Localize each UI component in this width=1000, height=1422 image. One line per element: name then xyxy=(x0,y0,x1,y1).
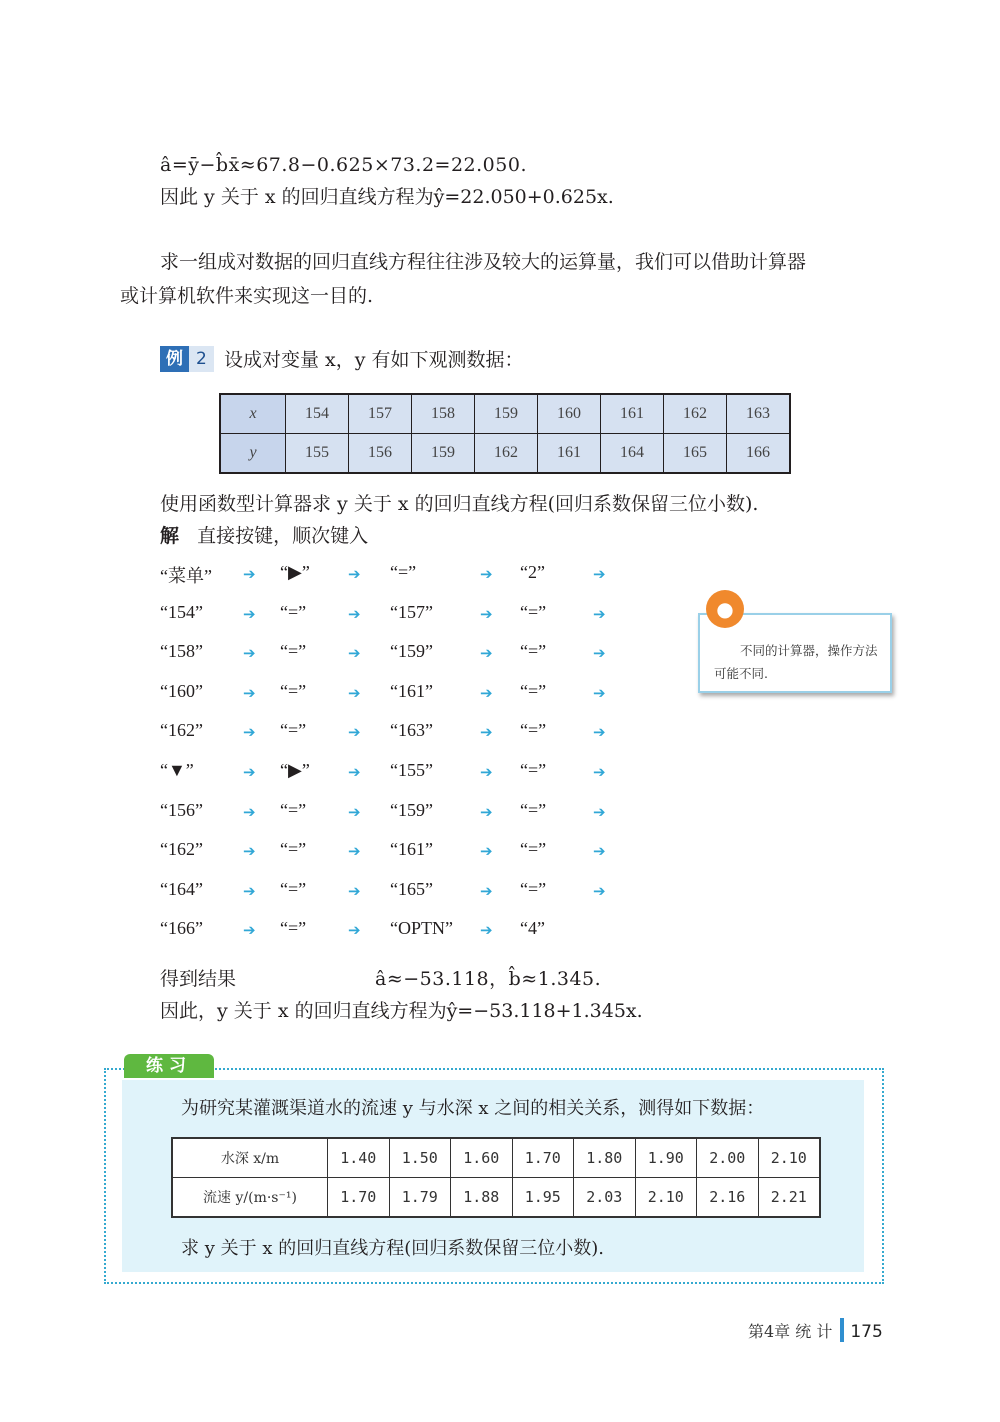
practice-data-table xyxy=(171,1137,821,1218)
arrow-right-icon: ➔ xyxy=(593,723,606,742)
practice-intro: 为研究某灌溉渠道水的流速 y 与水深 x 之间的相关关系，测得如下数据： xyxy=(181,1098,765,1119)
table-cell: 158 xyxy=(412,394,475,434)
table-cell: 157 xyxy=(349,394,412,434)
arrow-right-icon: ➔ xyxy=(480,604,493,623)
key-label: “160” xyxy=(160,680,203,701)
table-cell: 1.79 xyxy=(389,1178,451,1218)
arrow-right-icon: ➔ xyxy=(593,604,606,623)
key-label: “161” xyxy=(390,839,433,860)
key-label: “=” xyxy=(280,839,307,860)
key-label: “=” xyxy=(280,641,307,662)
key-label: “159” xyxy=(390,641,433,662)
arrow-right-icon: ➔ xyxy=(480,881,493,900)
arrow-right-icon: ➔ xyxy=(348,644,361,663)
key-label: “154” xyxy=(160,601,203,622)
table-cell: 155 xyxy=(286,434,349,474)
table-cell: 163 xyxy=(727,394,791,434)
depth-header: 水深 x/m xyxy=(172,1138,328,1178)
arrow-right-icon: ➔ xyxy=(243,842,256,861)
arrow-right-icon: ➔ xyxy=(593,842,606,861)
arrow-right-icon: ➔ xyxy=(593,683,606,702)
key-label: “=” xyxy=(280,720,307,741)
key-label: “159” xyxy=(390,799,433,820)
example-badge-number: 2 xyxy=(189,346,214,372)
key-label: “=” xyxy=(520,759,547,780)
table-row xyxy=(172,1178,820,1218)
key-label: “162” xyxy=(160,839,203,860)
key-label: “161” xyxy=(390,680,433,701)
table-cell: 161 xyxy=(601,394,664,434)
table-cell: 1.90 xyxy=(635,1138,697,1178)
table-cell: 1.50 xyxy=(389,1138,451,1178)
arrow-right-icon: ➔ xyxy=(593,762,606,781)
table-row xyxy=(172,1138,820,1178)
arrow-right-icon: ➔ xyxy=(480,842,493,861)
arrow-right-icon: ➔ xyxy=(243,802,256,821)
table-cell: 159 xyxy=(475,394,538,434)
key-label: “162” xyxy=(160,720,203,741)
key-label: “156” xyxy=(160,799,203,820)
arrow-right-icon: ➔ xyxy=(348,683,361,702)
footer-divider xyxy=(840,1318,844,1342)
formula-a-hat: â=ȳ−b̂x̄≈67.8−0.625×73.2=22.050. xyxy=(160,154,527,176)
table-cell: 2.16 xyxy=(697,1178,759,1218)
arrow-right-icon: ➔ xyxy=(348,723,361,742)
table-cell: 1.95 xyxy=(512,1178,574,1218)
key-label: “163” xyxy=(390,720,433,741)
table-cell: 162 xyxy=(664,394,727,434)
arrow-right-icon: ➔ xyxy=(480,565,493,583)
arrow-right-icon: ➔ xyxy=(243,644,256,663)
practice-tab: 练习 xyxy=(124,1054,214,1078)
arrow-right-icon: ➔ xyxy=(243,604,256,623)
key-label: “=” xyxy=(520,601,547,622)
table-row xyxy=(220,434,790,474)
table-cell: 154 xyxy=(286,394,349,434)
arrow-right-icon: ➔ xyxy=(480,683,493,702)
x-header: x xyxy=(220,394,286,434)
arrow-right-icon: ➔ xyxy=(243,683,256,702)
table-cell: 1.80 xyxy=(574,1138,636,1178)
key-label: “=” xyxy=(520,720,547,741)
example-data-table xyxy=(219,393,791,474)
key-label: “菜单” xyxy=(160,566,212,586)
table-cell: 2.10 xyxy=(758,1138,820,1178)
table-cell: 2.00 xyxy=(697,1138,759,1178)
table-cell: 1.70 xyxy=(512,1138,574,1178)
solution-label: 解 xyxy=(160,525,180,547)
chapter-label: 第4章 统 计 xyxy=(748,1322,833,1341)
key-label: “OPTN” xyxy=(390,918,453,939)
key-label: “158” xyxy=(160,641,203,662)
arrow-right-icon: ➔ xyxy=(348,842,361,861)
arrow-right-icon: ➔ xyxy=(243,723,256,742)
table-cell: 161 xyxy=(538,434,601,474)
arrow-right-icon: ➔ xyxy=(480,762,493,781)
page-number: 175 xyxy=(850,1322,883,1342)
example-badge-label: 例 xyxy=(160,346,189,372)
arrow-right-icon: ➔ xyxy=(348,881,361,900)
arrow-right-icon: ➔ xyxy=(593,644,606,663)
solution-intro: 直接按键，顺次键入 xyxy=(197,525,369,547)
key-label: “=” xyxy=(280,601,307,622)
table-cell: 165 xyxy=(664,434,727,474)
arrow-right-icon: ➔ xyxy=(243,762,256,781)
key-label: “=” xyxy=(520,878,547,899)
page-footer xyxy=(748,1318,883,1342)
arrow-right-icon: ➔ xyxy=(348,565,361,583)
table-row xyxy=(220,394,790,434)
arrow-right-icon: ➔ xyxy=(243,565,256,583)
arrow-right-icon: ➔ xyxy=(348,604,361,623)
table-cell: 162 xyxy=(475,434,538,474)
arrow-right-icon: ➔ xyxy=(348,921,361,940)
tip-text: 不同的计算器，操作方法可能不同. xyxy=(714,643,878,681)
table-cell: 1.70 xyxy=(328,1178,390,1218)
paragraph-line-1: 求一组成对数据的回归直线方程往往涉及较大的运算量，我们可以借助计算器 xyxy=(160,251,807,273)
key-label: “=” xyxy=(280,680,307,701)
key-label: “=” xyxy=(280,918,307,939)
key-label: “▶” xyxy=(280,759,310,780)
key-label: “▼” xyxy=(160,759,194,780)
table-cell: 164 xyxy=(601,434,664,474)
arrow-right-icon: ➔ xyxy=(480,644,493,663)
key-label: “2” xyxy=(520,562,545,582)
result-value: â≈−53.118，b̂≈1.345. xyxy=(375,968,602,990)
key-label: “4” xyxy=(520,918,545,939)
table-cell: 159 xyxy=(412,434,475,474)
key-label: “=” xyxy=(390,562,417,582)
arrow-right-icon: ➔ xyxy=(348,762,361,781)
arrow-right-icon: ➔ xyxy=(593,802,606,821)
arrow-right-icon: ➔ xyxy=(480,921,493,940)
key-label: “=” xyxy=(520,641,547,662)
table-cell: 2.10 xyxy=(635,1178,697,1218)
example-badge xyxy=(160,346,214,372)
arrow-right-icon: ➔ xyxy=(243,881,256,900)
key-label: “155” xyxy=(390,759,433,780)
key-label: “=” xyxy=(520,799,547,820)
y-header: y xyxy=(220,434,286,474)
example-question: 使用函数型计算器求 y 关于 x 的回归直线方程(回归系数保留三位小数). xyxy=(160,493,759,515)
arrow-right-icon: ➔ xyxy=(593,881,606,900)
key-label: “=” xyxy=(280,878,307,899)
arrow-right-icon: ➔ xyxy=(480,723,493,742)
table-cell: 2.03 xyxy=(574,1178,636,1218)
arrow-right-icon: ➔ xyxy=(348,802,361,821)
example-intro: 设成对变量 x，y 有如下观测数据： xyxy=(224,349,524,371)
speed-header: 流速 y/(m·s⁻¹) xyxy=(172,1178,328,1218)
key-label: “157” xyxy=(390,601,433,622)
table-cell: 166 xyxy=(727,434,791,474)
key-label: “166” xyxy=(160,918,203,939)
arrow-right-icon: ➔ xyxy=(593,565,606,583)
key-label: “=” xyxy=(520,680,547,701)
arrow-right-icon: ➔ xyxy=(480,802,493,821)
table-cell: 1.88 xyxy=(451,1178,513,1218)
arrow-right-icon: ➔ xyxy=(243,921,256,940)
table-cell: 2.21 xyxy=(758,1178,820,1218)
key-label: “=” xyxy=(280,799,307,820)
example-conclusion: 因此，y 关于 x 的回归直线方程为ŷ=−53.118+1.345x. xyxy=(160,1000,643,1022)
solution-line xyxy=(160,523,368,549)
key-label: “=” xyxy=(520,839,547,860)
key-label: “165” xyxy=(390,878,433,899)
table-cell: 156 xyxy=(349,434,412,474)
key-label: “▶” xyxy=(280,562,310,582)
practice-question: 求 y 关于 x 的回归直线方程(回归系数保留三位小数). xyxy=(181,1238,604,1259)
regression-equation-1: 因此 y 关于 x 的回归直线方程为ŷ=22.050+0.625x. xyxy=(160,186,614,208)
result-label: 得到结果 xyxy=(160,968,237,990)
table-cell: 1.40 xyxy=(328,1138,390,1178)
table-cell: 160 xyxy=(538,394,601,434)
table-cell: 1.60 xyxy=(451,1138,513,1178)
lightbulb-icon: ● xyxy=(706,590,744,628)
paragraph-line-2: 或计算机软件来实现这一目的. xyxy=(120,285,374,307)
key-label: “164” xyxy=(160,878,203,899)
